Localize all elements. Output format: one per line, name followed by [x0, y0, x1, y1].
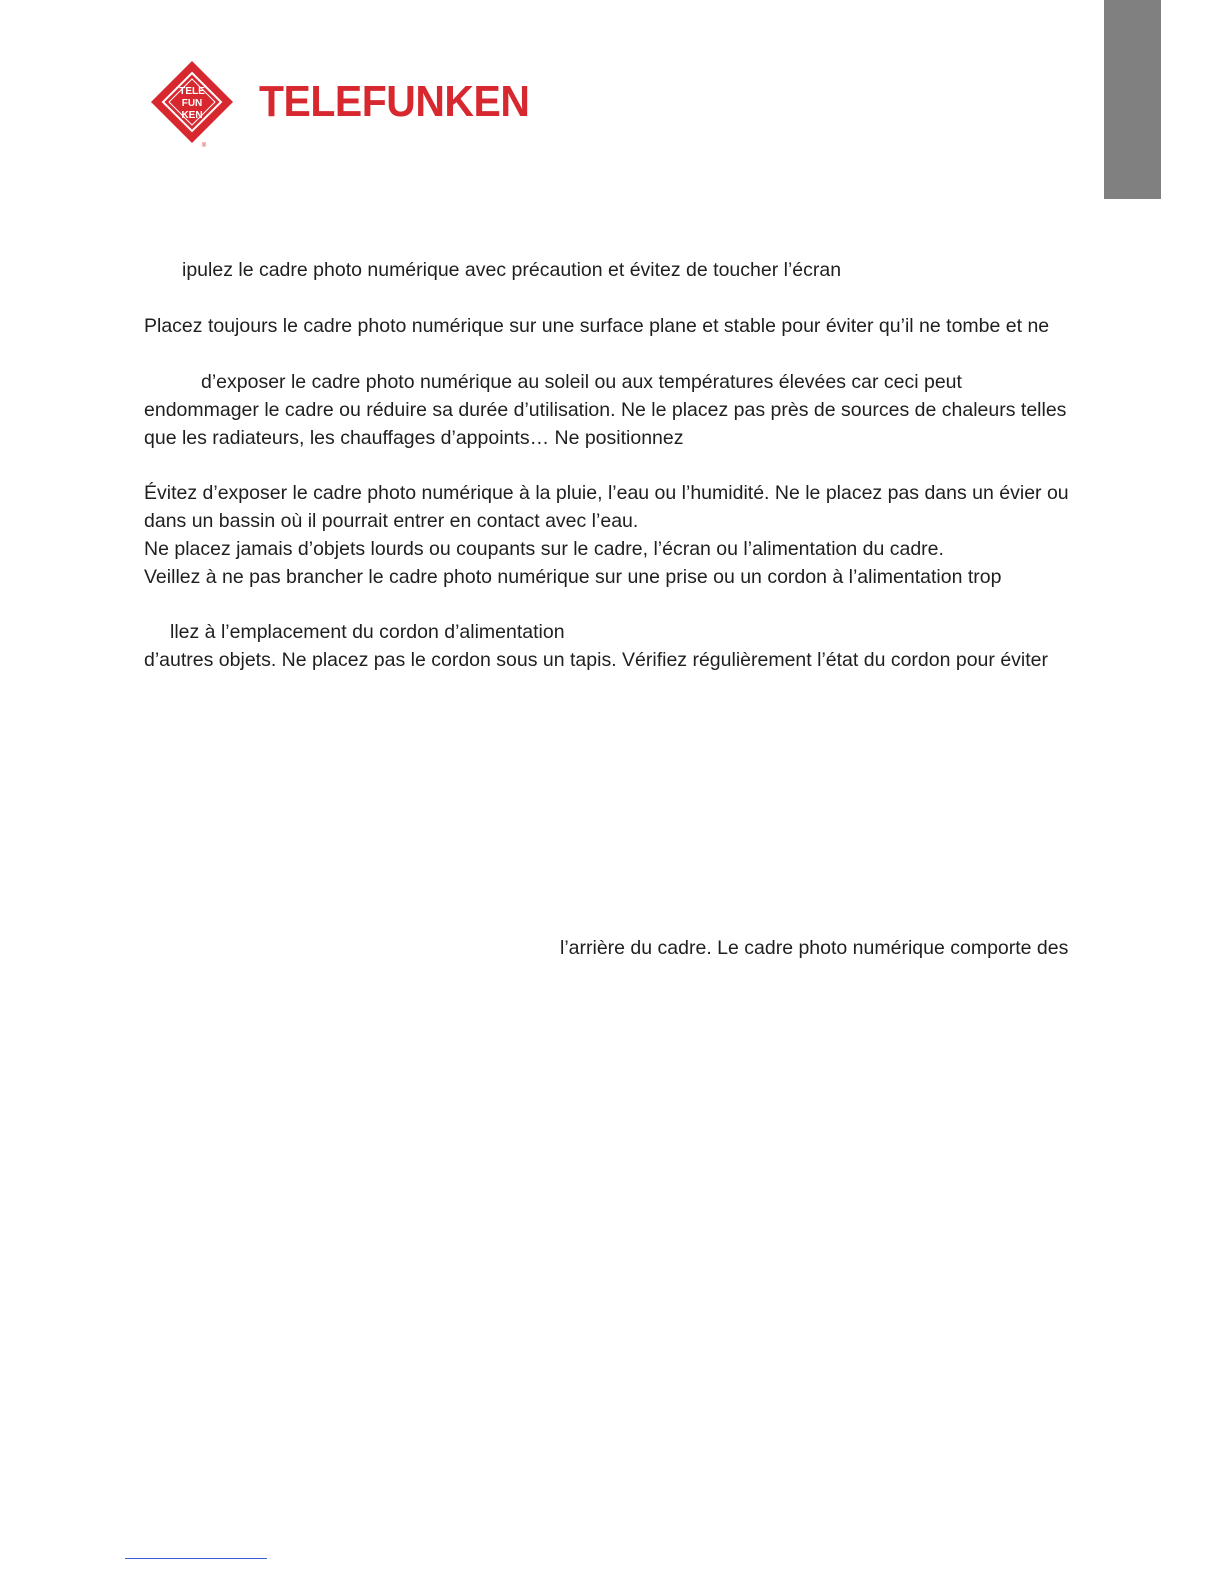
paragraph-4-line-2: dans un bassin où il pourrait entrer en contact avec l’eau.: [144, 510, 639, 532]
paragraph-4-line-1: Évitez d’exposer le cadre photo numérique à la pluie, l’eau ou l’humidité. Ne le placez pas dans un évier ou: [144, 482, 1069, 504]
paragraph-6-line-1: l’arrière du cadre. Le cadre photo numérique comporte des: [560, 937, 1069, 959]
emblem-line-1: TELE: [179, 86, 205, 97]
side-tab-marker: [1104, 0, 1161, 199]
paragraph-4-line-4: Veillez à ne pas brancher le cadre photo numérique sur une prise ou un cordon à l’alimentation trop: [144, 566, 1002, 588]
paragraph-3-line-1: d’exposer le cadre photo numérique au soleil ou aux températures élevées car ceci peut: [201, 371, 962, 393]
telefunken-emblem-icon: [148, 58, 248, 150]
emblem-line-3: KEN: [181, 110, 203, 121]
emblem-line-2: FUN: [181, 98, 203, 109]
paragraph-4-line-3: Ne placez jamais d’objets lourds ou coupants sur le cadre, l’écran ou l’alimentation du cadre.: [144, 538, 944, 560]
paragraph-3-line-2: endommager le cadre ou réduire sa durée d’utilisation. Ne le placez pas près de sources de chaleurs telles: [144, 399, 1067, 421]
paragraph-3-line-3: que les radiateurs, les chauffages d’appoints… Ne positionnez: [144, 427, 684, 449]
logo-wordmark: TELEFUNKEN: [259, 77, 530, 126]
telefunken-logo: [148, 58, 528, 150]
registered-mark: ®: [201, 143, 207, 149]
footer-rule: [125, 1558, 267, 1559]
paragraph-1-line-1: ipulez le cadre photo numérique avec précaution et évitez de toucher l’écran: [182, 259, 842, 281]
paragraph-2-line-1: Placez toujours le cadre photo numérique sur une surface plane et stable pour éviter qu’il ne tombe et ne: [144, 315, 1050, 337]
paragraph-5-line-2: d’autres objets. Ne placez pas le cordon sous un tapis. Vérifiez régulièrement l’état du cordon pour éviter: [144, 649, 1048, 671]
paragraph-5-line-1: llez à l’emplacement du cordon d’alimentation: [170, 621, 565, 643]
